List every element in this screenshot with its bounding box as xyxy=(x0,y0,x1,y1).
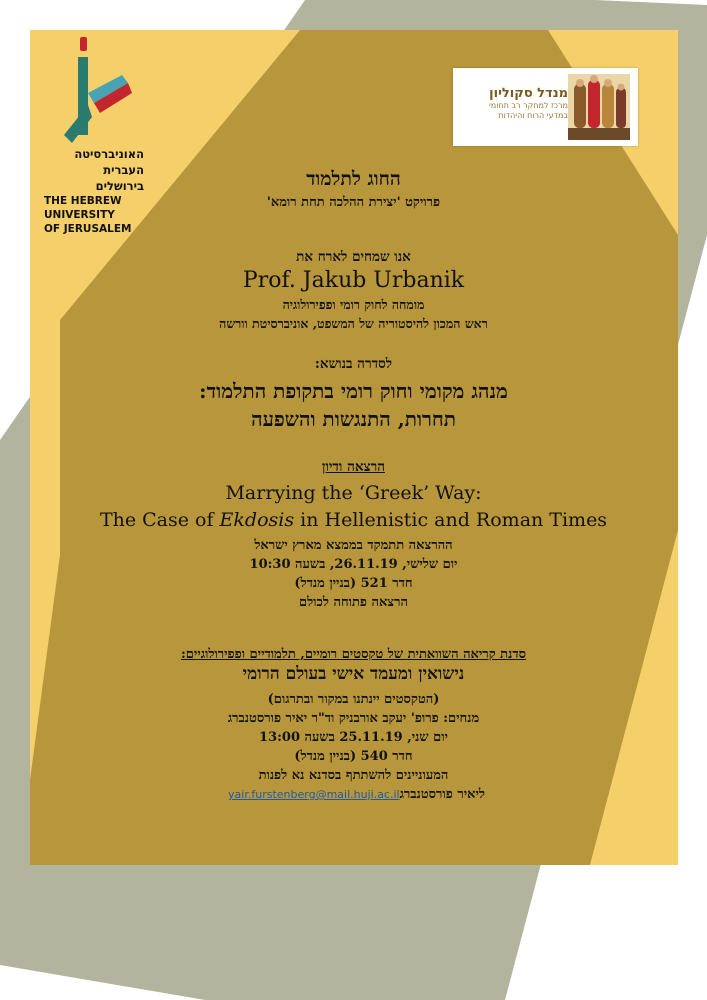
series-title: מנהג מקומי וחוק רומי בתקופת התלמוד: תחרות, התנגשות והשפעה xyxy=(199,379,508,431)
department-title: החוג לתלמוד xyxy=(306,168,401,190)
speaker-affiliation: ראש המכון להיסטוריה של המשפט, אוניברסיטת וורשה xyxy=(219,316,488,331)
speaker-name: Prof. Jakub Urbanik xyxy=(242,268,465,293)
contact-email-link[interactable]: yair.furstenberg@mail.huji.ac.il xyxy=(228,788,400,801)
project-title: פרויקט 'יצירת ההלכה תחת רומא' xyxy=(266,195,441,210)
university-name xyxy=(44,146,144,236)
lecture-heading: הרצאה ודיון xyxy=(322,459,385,475)
mandel-scholion-logo xyxy=(453,68,638,146)
workshop-details: (הטקסטים יינתנו במקור ובתרגום) מנחים: פרופ' יעקב אורבניק וד"ר יאיר פורסטנברג יום שני, 25.11.19 בשעה 13:00 חדר 540 (בניין מנדל) המעוניינים להשתתף בסדנא נא לפנות ליאיר פורסטנברגyair.furstenberg@mail.huji.ac.il xyxy=(60,690,647,804)
lecture-title-line2: The Case of Ekdosis in Hellenistic and Roman Times xyxy=(99,509,608,531)
lecture-details: ההרצאה תתמקד בממצא מארץ ישראל יום שלישי, 26.11.19, בשעה 10:30 חדר 521 (בניין מנדל) הרצאה פתוחה לכולם xyxy=(249,538,458,610)
series-label: לסדרה בנושא: xyxy=(314,356,393,372)
host-intro: אנו שמחים לארח את xyxy=(296,249,411,265)
workshop-title: נישואין ומעמד אישי בעולם הרומי xyxy=(242,664,465,684)
lecture-title: Marrying the ‘Greek’ Way: The Case of Ekdosis in Hellenistic and Roman Times xyxy=(60,480,647,534)
workshop-heading: סדנת קריאה השוואתית של טקסטים רומיים, תלמודיים ופפירולוגיים: xyxy=(181,647,526,662)
university-name-english: THE HEBREW UNIVERSITY OF JERUSALEM xyxy=(44,195,132,235)
hebrew-university-logo xyxy=(30,35,150,145)
mandel-text: מנדל סקוליון מרכז למחקר רב תחומי במדעי הרוח והיהדות xyxy=(488,86,568,120)
speaker-role: מומחה לחוק רומי ופפירולוגיה xyxy=(282,297,425,312)
contact-line: ליאיר פורסטנברגyair.furstenberg@mail.huji.ac.il xyxy=(228,787,485,802)
scholars-painting-icon xyxy=(568,74,630,140)
university-name-hebrew: האוניברסיטה העברית בירושלים xyxy=(74,147,144,193)
